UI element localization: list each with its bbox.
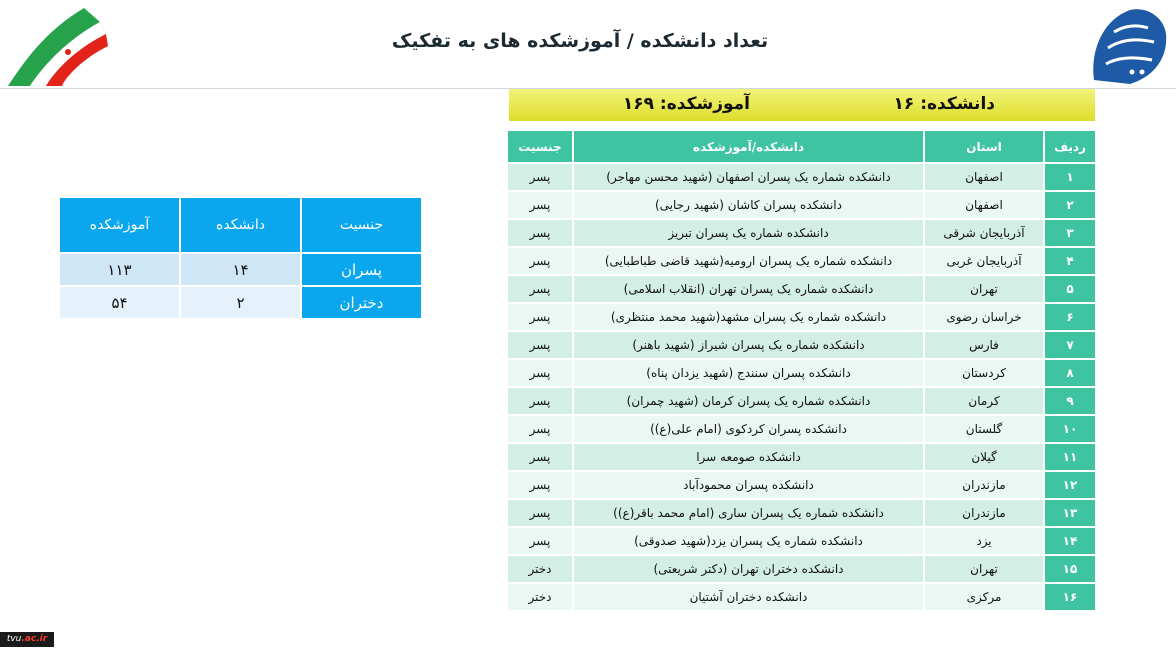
university-count: دانشکده: ۱۶ [893,94,995,114]
row-index: ۵ [1044,275,1096,303]
column-header: آموزشکده [59,197,180,253]
gender-cell: پسر [507,303,573,331]
college-name-cell: دانشکده شماره یک پسران مشهد(شهید محمد منتظری) [573,303,924,331]
table-row [507,163,1096,191]
row-index: ۱۲ [1044,471,1096,499]
province-cell: فارس [924,331,1044,359]
gender-cell: پسر [507,247,573,275]
row-index: ۹ [1044,387,1096,415]
summary-row [59,253,422,286]
institute-count: آموزشکده: ۱۶۹ [622,94,750,114]
province-cell: کرمان [924,387,1044,415]
gender-cell: پسر [507,191,573,219]
table-row [507,471,1096,499]
row-index: ۸ [1044,359,1096,387]
table-row [507,219,1096,247]
gender-label: پسران [301,253,422,286]
column-header: دانشکده [180,197,301,253]
province-cell: خراسان رضوی [924,303,1044,331]
column-header: جنسیت [507,130,573,163]
college-name-cell: دانشکده شماره یک پسران کرمان (شهید چمران) [573,387,924,415]
college-name-cell: دانشکده شماره یک پسران اصفهان (شهید محسن مهاجر) [573,163,924,191]
row-index: ۱۴ [1044,527,1096,555]
iran-flag-icon [4,2,110,88]
gender-cell: پسر [507,331,573,359]
province-cell: مرکزی [924,583,1044,611]
college-name-cell: دانشکده شماره یک پسران شیراز (شهید باهنر) [573,331,924,359]
province-cell: آذربایجان غربی [924,247,1044,275]
college-name-cell: دانشکده پسران کاشان (شهید رجایی) [573,191,924,219]
college-name-cell: دانشکده پسران سنندج (شهید یزدان پناه) [573,359,924,387]
counts-bar [509,89,1095,121]
gender-cell: پسر [507,275,573,303]
column-header: استان [924,130,1044,163]
footer-tld: .ac.ir [21,634,48,644]
gender-cell: دختر [507,555,573,583]
province-cell: کردستان [924,359,1044,387]
summary-row [59,286,422,319]
row-index: ۱۱ [1044,443,1096,471]
institute-count-cell: ۵۴ [59,286,180,319]
gender-cell: پسر [507,471,573,499]
institute-count-cell: ۱۱۳ [59,253,180,286]
row-index: ۶ [1044,303,1096,331]
table-row [507,555,1096,583]
table-header-row [507,130,1096,163]
university-logo-icon [1086,4,1170,88]
gender-label: دختران [301,286,422,319]
gender-cell: پسر [507,359,573,387]
row-index: ۳ [1044,219,1096,247]
table-row [507,387,1096,415]
college-name-cell: دانشکده دختران آشتیان [573,583,924,611]
gender-cell: پسر [507,219,573,247]
gender-cell: پسر [507,415,573,443]
table-row [507,443,1096,471]
gender-cell: پسر [507,499,573,527]
row-index: ۱۵ [1044,555,1096,583]
gender-cell: پسر [507,443,573,471]
province-cell: مازندران [924,471,1044,499]
college-name-cell: دانشکده دختران تهران (دکتر شریعتی) [573,555,924,583]
table-row [507,191,1096,219]
table-row [507,247,1096,275]
summary-header-row [59,197,422,253]
page-title: تعداد دانشکده / آموزشکده های به تفکیک [391,30,769,52]
province-cell: اصفهان [924,163,1044,191]
university-count-cell: ۱۴ [180,253,301,286]
gender-cell: پسر [507,527,573,555]
row-index: ۱ [1044,163,1096,191]
province-cell: مازندران [924,499,1044,527]
row-index: ۲ [1044,191,1096,219]
college-name-cell: دانشکده شماره یک پسران ساری (امام محمد باقر(ع)) [573,499,924,527]
gender-cell: دختر [507,583,573,611]
summary-table [58,196,423,320]
column-header: دانشکده/آموزشکده [573,130,924,163]
province-cell: گلستان [924,415,1044,443]
college-name-cell: دانشکده پسران کردکوی (امام علی(ع)) [573,415,924,443]
row-index: ۷ [1044,331,1096,359]
footer-website[interactable] [0,632,54,647]
college-name-cell: دانشکده شماره یک پسران ارومیه(شهید قاضی طباطبایی) [573,247,924,275]
table-row [507,415,1096,443]
footer-domain: tvu [6,634,22,644]
table-row [507,499,1096,527]
province-cell: تهران [924,555,1044,583]
province-cell: آذربایجان شرقی [924,219,1044,247]
row-index: ۱۰ [1044,415,1096,443]
table-row [507,331,1096,359]
colleges-table [506,129,1097,612]
table-row [507,583,1096,611]
college-name-cell: دانشکده پسران محمودآباد [573,471,924,499]
college-name-cell: دانشکده صومعه سرا [573,443,924,471]
table-row [507,275,1096,303]
gender-cell: پسر [507,163,573,191]
table-row [507,303,1096,331]
column-header: ردیف [1044,130,1096,163]
college-name-cell: دانشکده شماره یک پسران تهران (انقلاب اسلامی) [573,275,924,303]
table-row [507,527,1096,555]
row-index: ۱۳ [1044,499,1096,527]
province-cell: تهران [924,275,1044,303]
university-count-cell: ۲ [180,286,301,319]
province-cell: اصفهان [924,191,1044,219]
province-cell: یزد [924,527,1044,555]
table-row [507,359,1096,387]
gender-cell: پسر [507,387,573,415]
college-name-cell: دانشکده شماره یک پسران یزد(شهید صدوقی) [573,527,924,555]
province-cell: گیلان [924,443,1044,471]
row-index: ۱۶ [1044,583,1096,611]
row-index: ۴ [1044,247,1096,275]
college-name-cell: دانشکده شماره یک پسران تبریز [573,219,924,247]
column-header: جنسیت [301,197,422,253]
